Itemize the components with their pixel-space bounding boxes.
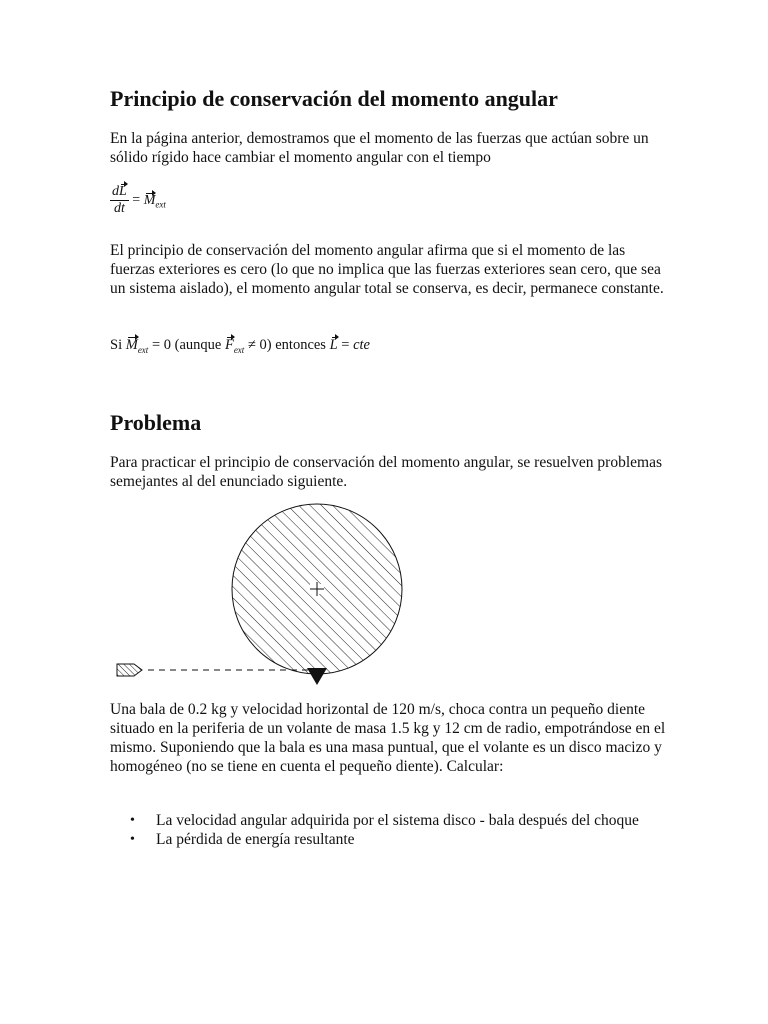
formula-conservation	[110, 337, 370, 355]
vector-M: M	[143, 192, 156, 208]
vector-F: F	[224, 337, 234, 353]
tooth-icon	[307, 668, 327, 685]
subscript-ext: ext	[155, 199, 166, 210]
subscript-ext: ext	[233, 344, 245, 355]
si-text: Si	[110, 337, 126, 353]
fraction-dL-dt	[110, 184, 129, 217]
fraction-den: dt	[113, 201, 125, 216]
bullet-icon: •	[130, 832, 135, 847]
list-item	[110, 811, 670, 830]
flywheel-bullet-diagram	[112, 500, 412, 690]
bullet-icon	[117, 664, 142, 676]
list-item	[110, 830, 670, 849]
center-cross-icon	[310, 582, 324, 596]
fraction-num-d: d	[112, 184, 119, 199]
question-text: La velocidad angular adquirida por el sistema disco - bala después del choque	[156, 812, 639, 829]
intro-paragraph: En la página anterior, demostramos que el momento de las fuerzas que actúan sobre un sólido rígido hace cambiar el momento angular con el tiempo	[110, 130, 649, 166]
vector-L: L	[119, 184, 127, 199]
problem-statement: Una bala de 0.2 kg y velocidad horizontal de 120 m/s, choca contra un pequeño diente situado en la periferia de un volante de masa 1.5 kg y 12 cm de radio, empotrándose en el mismo. Suponiendo que la bala es una masa puntual, que el volante es un disco macizo y homogéneo (no se tiene en cuenta el pequeño diente). Calcular:	[110, 701, 666, 775]
question-list	[110, 811, 670, 849]
principle-paragraph: El principio de conservación del momento angular afirma que si el momento de las fuerzas exteriores es cero (lo que no implica que las fuerzas exteriores sean cero, que sea un sistema aislado), el momento angular total se conserva, es decir, permanece constante.	[110, 242, 664, 297]
equals-zero-text: = 0 (aunque	[148, 337, 225, 353]
question-text: La pérdida de energía resultante	[156, 831, 355, 848]
cte-text: cte	[353, 337, 370, 353]
problem-intro-paragraph: Para practicar el principio de conservación del momento angular, se resuelven problemas semejantes al del enunciado siguiente.	[110, 454, 662, 490]
equals-sign: =	[128, 192, 144, 208]
vector-L: L	[329, 337, 338, 353]
vector-M: M	[125, 337, 138, 353]
equals-sign: =	[337, 337, 354, 353]
bullet-icon: •	[130, 813, 135, 828]
subscript-ext: ext	[137, 344, 149, 355]
not-equal-text: ≠ 0) entonces	[244, 337, 330, 353]
problem-heading: Problema	[110, 410, 202, 435]
formula-torque	[110, 184, 166, 217]
page-title: Principio de conservación del momento angular	[110, 86, 558, 111]
